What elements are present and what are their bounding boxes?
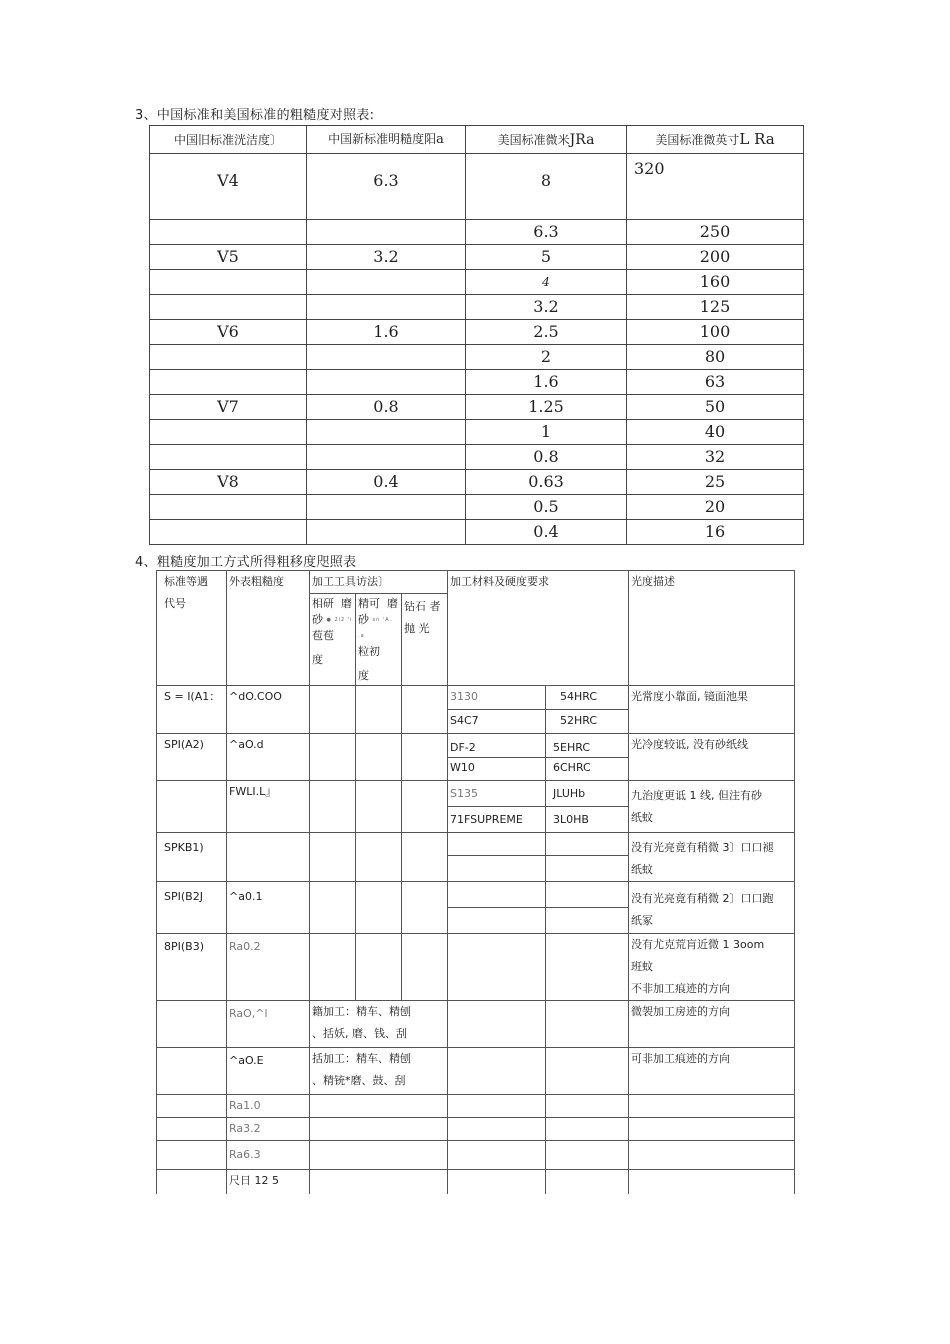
table-row (150, 320, 804, 345)
roughness-value: ^a0.1 (227, 882, 310, 934)
cell-us-um: 6.3 (466, 220, 627, 245)
tool2-e: 度 (358, 669, 369, 682)
empty-cell (402, 833, 448, 882)
finish-desc: 微袈加工房迹的方向 (629, 1001, 795, 1048)
cell-cn-new (307, 495, 466, 520)
cell-cn-new: 3.2 (307, 245, 466, 270)
cell-us-um: 0.4 (466, 520, 627, 545)
header-roughness: 外表粗糙度 (227, 571, 310, 686)
finish-desc-line2: 班蚊 (631, 960, 653, 973)
cell-us-um: 8 (466, 154, 627, 220)
cell-us-um: 4 (466, 270, 627, 295)
empty-cell (402, 686, 448, 734)
finish-desc-line2: 纸蚊 (631, 811, 653, 824)
cell-cn-old (150, 345, 307, 370)
empty-cell (402, 882, 448, 934)
tool3-b: 抛 光 (404, 622, 430, 635)
cell-cn-new: 6.3 (307, 154, 466, 220)
empty-cell (310, 833, 356, 882)
material (448, 934, 546, 1001)
table-row (150, 245, 804, 270)
empty-cell (356, 882, 402, 934)
hardness (546, 908, 629, 934)
finish-desc (629, 1170, 795, 1194)
grade-code (157, 1170, 227, 1194)
hardness (546, 1001, 629, 1048)
cell-us-um: 1.25 (466, 395, 627, 420)
hardness (546, 1118, 629, 1141)
cell-cn-old (150, 370, 307, 395)
cell-cn-new (307, 420, 466, 445)
grade-code: SPI(B2J (157, 882, 227, 934)
header-grade-line2: 代号 (164, 597, 186, 610)
cell-us-um: 5 (466, 245, 627, 270)
cell-cn-old (150, 445, 307, 470)
material: 3130 (448, 686, 546, 710)
tool1-b: 磨 (341, 597, 352, 610)
table-row (150, 445, 804, 470)
process-desc-line1: 籍加工：精车、精刨 (312, 1005, 411, 1018)
tool2-b: 磨 (387, 597, 398, 610)
hardness (546, 833, 629, 856)
material: DF-2 (448, 734, 546, 758)
table-header-row (150, 126, 804, 154)
material (448, 1001, 546, 1048)
cell-us-uin: 50 (627, 395, 804, 420)
hardness: 5EHRC (546, 734, 629, 758)
cell-cn-old (150, 270, 307, 295)
process-desc-line2: 、括妖, 磨、钱、刮 (312, 1027, 407, 1040)
cell-cn-old: V5 (150, 245, 307, 270)
table-row (150, 220, 804, 245)
cell-cn-new (307, 370, 466, 395)
finish-desc (629, 1118, 795, 1141)
table-row (150, 470, 804, 495)
material: W10 (448, 758, 546, 781)
hardness: 54HRC (546, 686, 629, 710)
material (448, 1170, 546, 1194)
table-row (150, 495, 804, 520)
cell-us-um: 0.5 (466, 495, 627, 520)
table-row (150, 154, 804, 220)
roughness-value: 尺日 12 5 (227, 1170, 310, 1194)
header-tool-diamond (402, 594, 448, 686)
table-row (150, 295, 804, 320)
roughness-value: Ra1.0 (227, 1095, 310, 1118)
cell-cn-old: V6 (150, 320, 307, 345)
material (448, 908, 546, 934)
header-cn-old: 中国旧标准洸洁度〕 (150, 126, 307, 154)
cell-cn-old (150, 520, 307, 545)
finish-desc-line3: 不非加工痕迹的方向 (631, 982, 730, 995)
finish-desc (629, 882, 795, 934)
empty-cell (356, 934, 402, 1001)
material: S135 (448, 781, 546, 807)
material (448, 1141, 546, 1170)
tool1-d: 苞苞 (312, 629, 334, 642)
header-us-um-unit: JRa (569, 131, 595, 148)
roughness-value: RaO,^l (227, 1001, 310, 1048)
cell-us-uin: 100 (627, 320, 804, 345)
process-desc (310, 1095, 448, 1118)
empty-cell (310, 934, 356, 1001)
material: S4C7 (448, 710, 546, 734)
empty-cell (356, 734, 402, 781)
header-tools: 加工工具访法〕 (310, 571, 448, 594)
hardness: 3L0HB (546, 807, 629, 833)
table-row (150, 345, 804, 370)
cell-us-uin: 250 (627, 220, 804, 245)
empty-cell (310, 882, 356, 934)
cell-us-um: 2.5 (466, 320, 627, 345)
table-row (150, 520, 804, 545)
finish-desc-line1: 九治度更诋 1 线, 但注有砂 (631, 789, 762, 802)
tool1-a: 相研 (312, 597, 334, 610)
grade-code (157, 1141, 227, 1170)
empty-cell (310, 686, 356, 734)
process-desc (310, 1141, 448, 1170)
roughness-value: ^aO.E (227, 1048, 310, 1095)
header-cn-new-unit: a (436, 132, 444, 147)
grade-code: 8PI(B3) (157, 934, 227, 1001)
cell-us-uin: 40 (627, 420, 804, 445)
table-row (150, 395, 804, 420)
hardness: 6CHRC (546, 758, 629, 781)
tool1-tiny: ● 2i2 'i (326, 617, 353, 623)
hardness (546, 934, 629, 1001)
cell-us-uin: 160 (627, 270, 804, 295)
header-tool-stone (356, 594, 402, 686)
grade-code: SPI(A2) (157, 734, 227, 781)
empty-cell (402, 934, 448, 1001)
cell-cn-old (150, 420, 307, 445)
finish-desc (629, 934, 795, 1001)
finish-desc (629, 1095, 795, 1118)
finish-desc: 可非加工痕迹的方向 (629, 1048, 795, 1095)
table-row (150, 420, 804, 445)
cell-us-uin: 32 (627, 445, 804, 470)
grade-code (157, 1095, 227, 1118)
finish-desc-line2: 纸蚊 (631, 863, 653, 876)
finish-desc: 光冷度较诋, 没有砂纸线 (629, 734, 795, 781)
roughness-value: Ra0.2 (227, 934, 310, 1001)
header-us-um-label: 美国标准微米 (497, 132, 570, 147)
roughness-value: ^aO.d (227, 734, 310, 781)
cell-cn-old (150, 295, 307, 320)
header-grade (157, 571, 227, 686)
cell-us-um: 1.6 (466, 370, 627, 395)
cell-us-uin: 20 (627, 495, 804, 520)
empty-cell (310, 781, 356, 833)
tool2-d: 粒初 (358, 645, 380, 658)
cell-cn-new (307, 220, 466, 245)
cell-us-uin: 25 (627, 470, 804, 495)
material (448, 882, 546, 908)
empty-cell (402, 781, 448, 833)
header-us-um (466, 126, 627, 154)
material (448, 855, 546, 881)
cell-cn-old: V7 (150, 395, 307, 420)
finish-desc (629, 833, 795, 882)
finish-desc-line2: 纸冢 (631, 914, 653, 927)
cell-us-um: 1 (466, 420, 627, 445)
tool2-c: 砂 (358, 613, 369, 626)
grade-code (157, 781, 227, 833)
header-us-uin (627, 126, 804, 154)
table-row (150, 370, 804, 395)
header-desc: 光度描述 (629, 571, 795, 686)
hardness (546, 882, 629, 908)
grade-code (157, 1048, 227, 1095)
process-desc-line1: 括加工：精车、精刨 (312, 1052, 411, 1065)
cell-cn-old (150, 220, 307, 245)
hardness: 52HRC (546, 710, 629, 734)
cell-cn-old: V4 (150, 154, 307, 220)
tool1-c: 砂 (312, 613, 323, 626)
tool1-e: 度 (312, 653, 323, 666)
finish-desc (629, 781, 795, 833)
cell-us-um: 0.63 (466, 470, 627, 495)
finish-desc-line1: 没有光亮竟有稍微 3〕口口褪 (631, 841, 774, 854)
table-row (150, 270, 804, 295)
cell-cn-old (150, 495, 307, 520)
header-cn-new (307, 126, 466, 154)
empty-cell (356, 686, 402, 734)
empty-cell (310, 734, 356, 781)
process-desc-line2: 、精铳*磨、鼓、刮 (312, 1074, 406, 1087)
roughness-value: Ra3.2 (227, 1118, 310, 1141)
material: 71FSUPREME (448, 807, 546, 833)
header-us-uin-unit: L Ra (739, 130, 775, 148)
cell-us-um: 3.2 (466, 295, 627, 320)
empty-cell (402, 734, 448, 781)
header-cn-new-label: 中国新标准明糙度阳 (328, 132, 437, 146)
hardness (546, 1141, 629, 1170)
cell-cn-new (307, 345, 466, 370)
roughness-value (227, 833, 310, 882)
hardness: JLUHb (546, 781, 629, 807)
grade-code: S = I(A1： (157, 686, 227, 734)
cell-cn-new: 1.6 (307, 320, 466, 345)
hardness (546, 855, 629, 881)
tool3-a: 钻石 者 (404, 600, 441, 613)
finish-desc-line1: 没有光亮竟有稍微 2〕口口跑 (631, 892, 774, 905)
roughness-value: FWLI.L』 (227, 781, 310, 833)
header-grade-line1: 标准等遇 (164, 575, 208, 588)
process-desc (310, 1001, 448, 1048)
header-tool-sandpaper (310, 594, 356, 686)
cell-cn-new (307, 445, 466, 470)
machining-roughness-table (156, 570, 795, 1194)
hardness (546, 1170, 629, 1194)
hardness (546, 1095, 629, 1118)
grade-code (157, 1001, 227, 1048)
tool2-tiny: sn 'A. .a (358, 617, 393, 639)
header-material: 加工材料及硬度要求 (448, 571, 629, 686)
cell-us-uin: 125 (627, 295, 804, 320)
hardness (546, 1048, 629, 1095)
cell-cn-new: 0.8 (307, 395, 466, 420)
tool2-a: 精可 (358, 597, 380, 610)
cell-cn-old: V8 (150, 470, 307, 495)
process-desc (310, 1118, 448, 1141)
section-4-heading: 4、粗糙度加工方式所得粗移度咫照表 (135, 555, 357, 570)
roughness-value: Ra6.3 (227, 1141, 310, 1170)
cell-us-um: 2 (466, 345, 627, 370)
process-desc (310, 1048, 448, 1095)
material (448, 1048, 546, 1095)
cell-cn-new (307, 270, 466, 295)
grade-code: SPKB1) (157, 833, 227, 882)
cell-cn-new (307, 295, 466, 320)
process-desc (310, 1170, 448, 1194)
cell-us-uin: 63 (627, 370, 804, 395)
roughness-value: ^dO.COO (227, 686, 310, 734)
section-3-heading: 3、中国标准和美国标准的粗糙度对照表: (135, 108, 375, 123)
empty-cell (356, 833, 402, 882)
material (448, 833, 546, 856)
grade-code (157, 1118, 227, 1141)
cell-cn-new (307, 520, 466, 545)
cell-cn-new: 0.4 (307, 470, 466, 495)
cell-us-uin: 80 (627, 345, 804, 370)
header-us-uin-label: 美国标准微英寸 (655, 133, 740, 147)
cell-us-um: 0.8 (466, 445, 627, 470)
finish-desc-line1: 没有尤克荒肓近微 1 3oom (631, 938, 765, 951)
cell-us-uin: 16 (627, 520, 804, 545)
finish-desc (629, 1141, 795, 1170)
finish-desc: 光常度小靠面, 镜面池果 (629, 686, 795, 734)
roughness-comparison-table (149, 125, 804, 545)
cell-us-uin: 200 (627, 245, 804, 270)
material (448, 1118, 546, 1141)
empty-cell (356, 781, 402, 833)
cell-us-uin: 320 (627, 154, 804, 220)
material (448, 1095, 546, 1118)
